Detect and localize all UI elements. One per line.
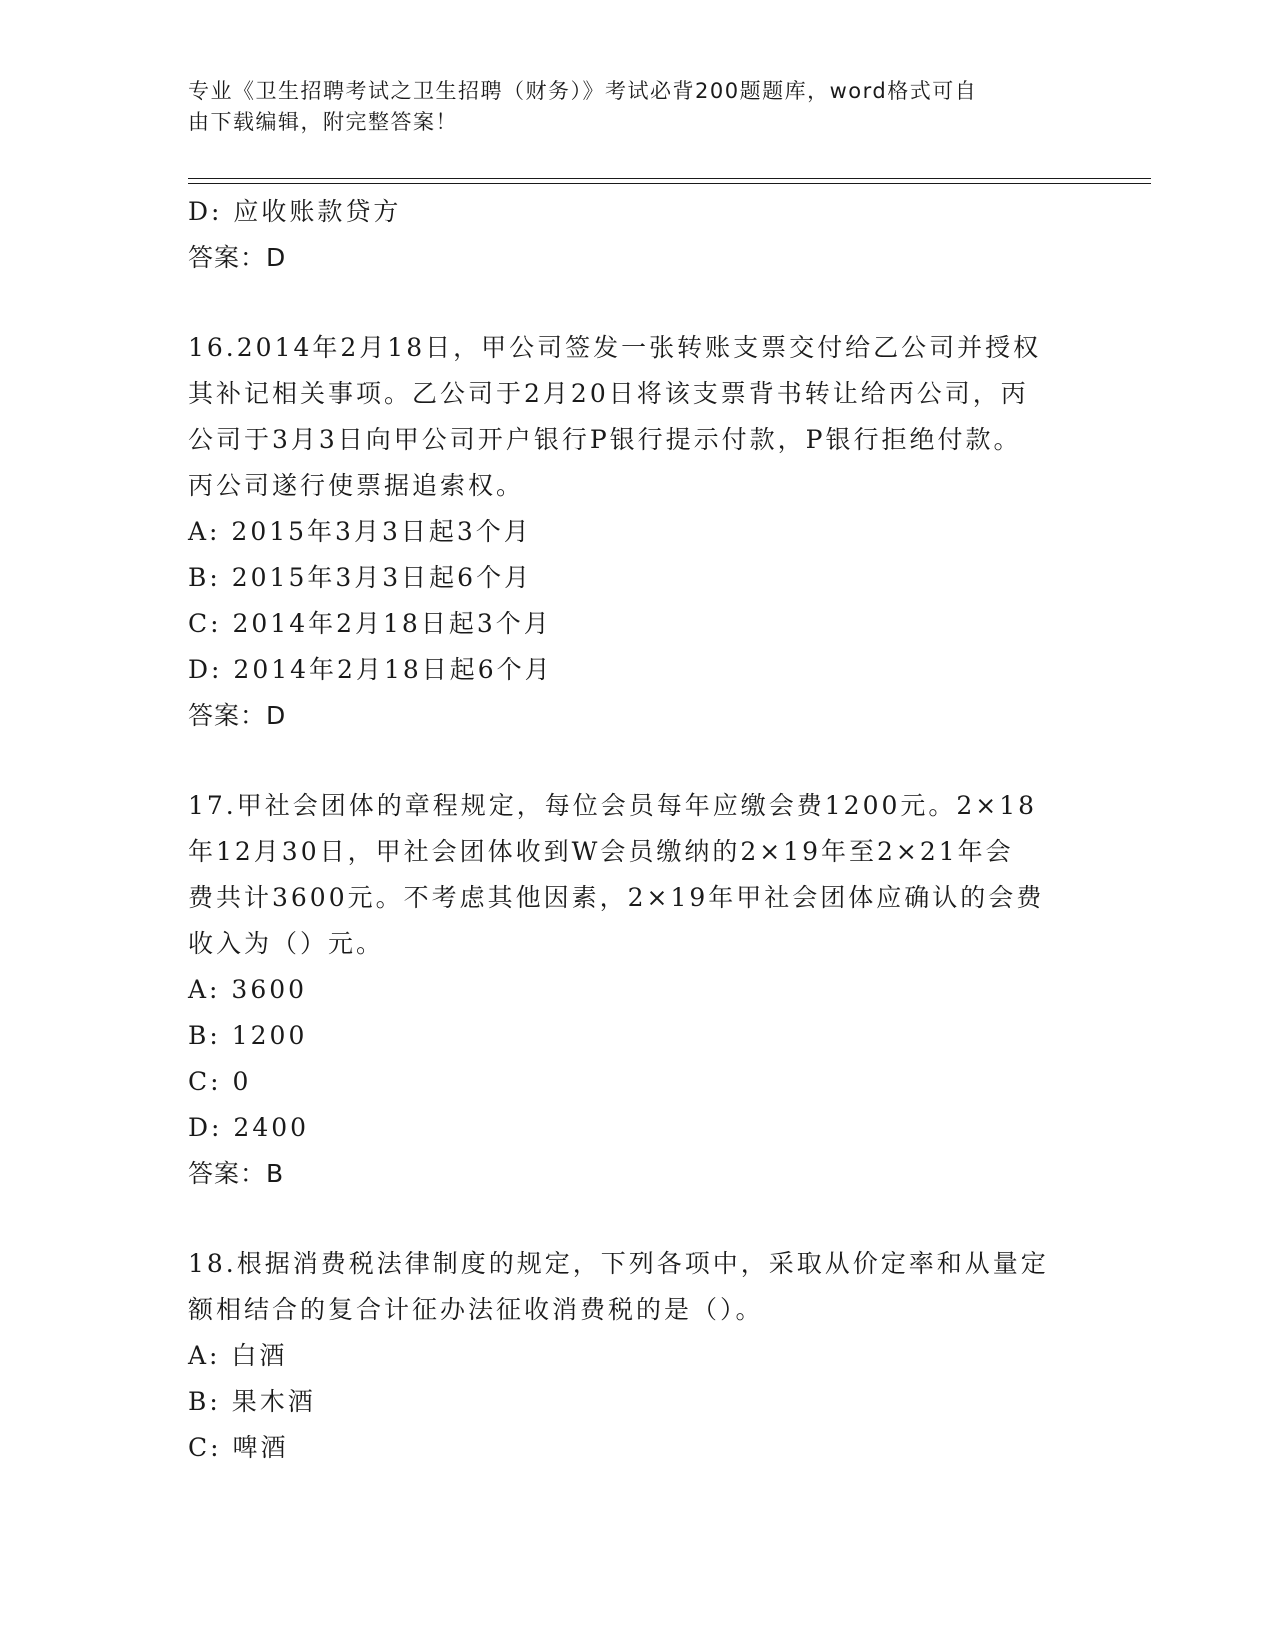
option-c: C: 2014年2月18日起3个月: [188, 609, 552, 638]
question-text: 16.2014年2月18日，甲公司签发一张转账支票交付给乙公司并授权: [188, 333, 1042, 362]
option-b: B: 2015年3月3日起6个月: [188, 563, 533, 592]
option-d: D: 应收账款贷方: [188, 197, 402, 226]
header-line: 由下载编辑，附完整答案！: [188, 110, 458, 134]
option-a: A: 3600: [188, 975, 308, 1004]
header-line: 专业《卫生招聘考试之卫生招聘（财务）》考试必背200题题库，word格式可自: [188, 79, 978, 103]
option-a: A: 2015年3月3日起3个月: [188, 517, 532, 546]
option-c: C: 0: [188, 1067, 252, 1096]
question-text: 费共计3600元。不考虑其他因素，2×19年甲社会团体应确认的会费: [188, 883, 1045, 912]
option-c: C: 啤酒: [188, 1433, 289, 1462]
option-b: B: 果木酒: [188, 1387, 316, 1416]
question-16: [188, 325, 1088, 739]
header-divider: [188, 183, 1151, 184]
answer-line: 答案：D: [188, 243, 287, 272]
question-text: 年12月30日，甲社会团体收到W会员缴纳的2×19年至2×21年会: [188, 837, 1014, 866]
option-b: B: 1200: [188, 1021, 308, 1050]
document-header: [188, 76, 1068, 138]
question-18: [188, 1241, 1088, 1471]
question-text: 18.根据消费税法律制度的规定，下列各项中，采取从价定率和从量定: [188, 1249, 1049, 1278]
header-divider: [188, 178, 1151, 179]
question-text: 其补记相关事项。乙公司于2月20日将该支票背书转让给丙公司，丙: [188, 379, 1029, 408]
option-d: D: 2400: [188, 1113, 310, 1142]
question-17: [188, 783, 1088, 1197]
option-d: D: 2014年2月18日起6个月: [188, 655, 553, 684]
question-text: 17.甲社会团体的章程规定，每位会员每年应缴会费1200元。2×18: [188, 791, 1038, 820]
answer-line: 答案：B: [188, 1159, 285, 1188]
option-a: A: 白酒: [188, 1341, 288, 1370]
question-text: 丙公司遂行使票据追索权。: [188, 471, 525, 500]
question-text: 公司于3月3日向甲公司开户银行P银行提示付款，P银行拒绝付款。: [188, 425, 1022, 454]
question-text: 收入为（）元。: [188, 929, 385, 958]
answer-line: 答案：D: [188, 701, 287, 730]
document-body: [188, 189, 1088, 1471]
question-text: 额相结合的复合计征办法征收消费税的是（）。: [188, 1295, 764, 1324]
